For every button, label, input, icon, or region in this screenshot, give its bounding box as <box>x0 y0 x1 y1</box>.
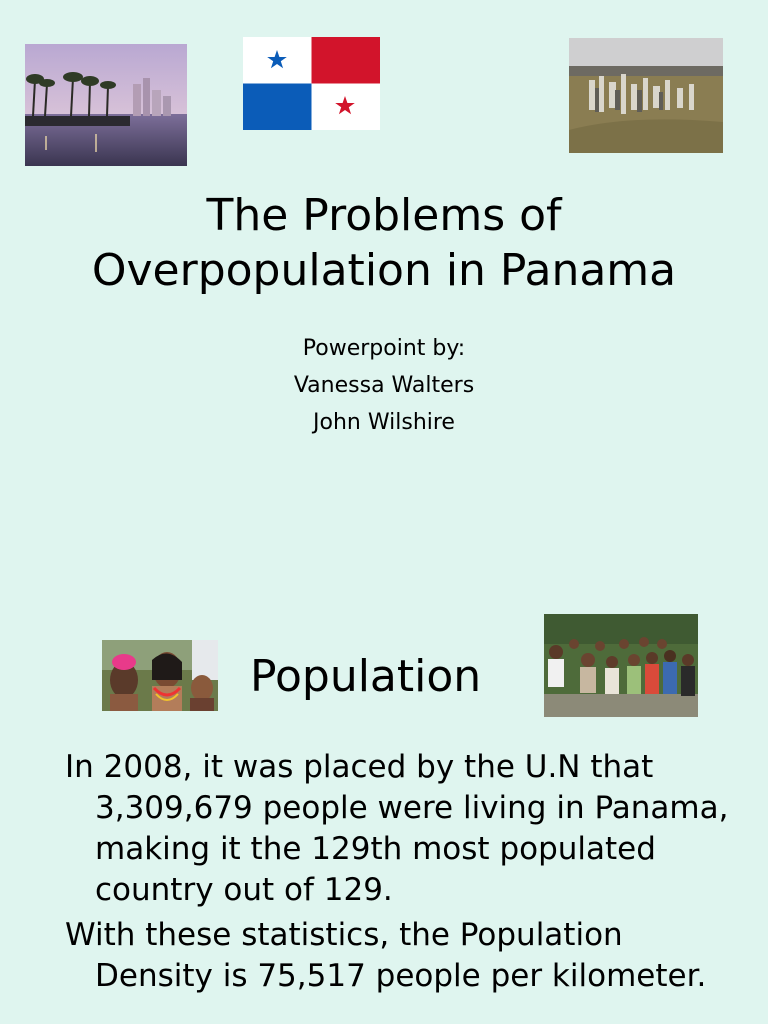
credits-label: Powerpoint by: <box>302 336 466 361</box>
bullet-item: In 2008, it was placed by the U.N that 3,309,679 people were living in Panama, making it the 129th most populated country out of 129. <box>65 749 729 908</box>
bullet-list <box>65 747 745 1001</box>
title-line-2: Overpopulation in Panama <box>91 245 677 296</box>
panama-bay-photo <box>25 44 187 166</box>
indigenous-family-photo <box>102 640 218 711</box>
author-name: Vanessa Walters <box>293 373 475 398</box>
slide-title <box>0 188 768 298</box>
bullet-item: With these statistics, the Population Density is 75,517 people per kilometer. <box>65 917 707 994</box>
credits <box>0 330 768 441</box>
panama-flag <box>243 37 380 130</box>
author-name: John Wilshire <box>313 410 455 435</box>
panama-city-aerial-photo <box>569 38 723 153</box>
title-line-1: The Problems of <box>206 190 562 241</box>
slide-title: Population <box>250 651 482 702</box>
children-group-photo <box>544 614 698 717</box>
